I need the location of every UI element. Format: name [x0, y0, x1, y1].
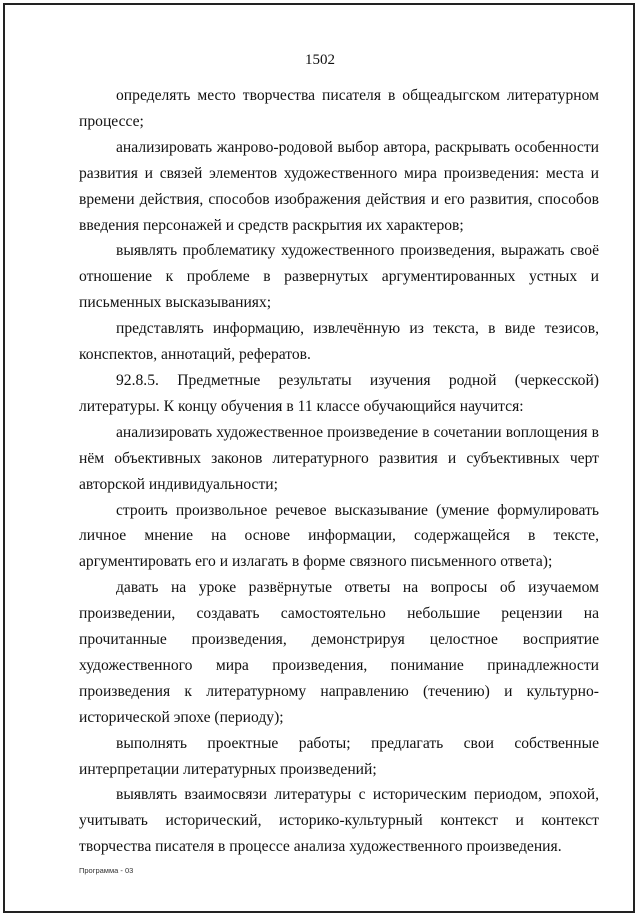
- page-number: 1502: [305, 52, 335, 68]
- paragraph: строить произвольное речевое высказывание (умение формулировать личное мнение на основе информации, содержащейся в тексте, аргументировать его и излагать в форме связного письменного ответа);: [79, 501, 599, 571]
- paragraph: анализировать художественное произведение в сочетании воплощения в нём объективных законов литературного развития и субъективных черт авторской индивидуальности;: [79, 423, 599, 493]
- paragraph: выполнять проектные работы; предлагать свои собственные интерпретации литературных произведений;: [79, 734, 599, 778]
- paragraph: выявлять проблематику художественного произведения, выражать своё отношение к проблеме в развернутых аргументированных устных и письменных высказываниях;: [79, 242, 599, 312]
- paragraph: давать на уроке развёрнутые ответы на вопросы об изучаемом произведении, создавать самостоятельно небольшие рецензии на прочитанные произведения, демонстрируя целостное восприятие художественного мира произведения, понимание принадлежности произведения к литературному направлению (течению) и культурно-исторической эпохе (периоду);: [79, 579, 599, 726]
- paragraph: 92.8.5. Предметные результаты изучения родной (черкесской) литературы. К концу обучения в 11 классе обучающийся научится:: [79, 371, 599, 415]
- paragraph: анализировать жанрово-родовой выбор автора, раскрывать особенности развития и связей элементов художественного мира произведения: места и времени действия, способов изображения действия и его развития, способов введения персонажей и средств раскрытия их характеров;: [79, 138, 599, 234]
- paragraph: выявлять взаимосвязи литературы с историческим периодом, эпохой, учитывать исторический, историко-культурный контекст и контекст творчества писателя в процессе анализа художественного произведения.: [79, 786, 599, 856]
- footer-label: Программа - 03: [79, 866, 134, 875]
- document-body: [79, 83, 599, 860]
- paragraph: определять место творчества писателя в общеадыгском литературном процессе;: [79, 87, 599, 130]
- paragraph: представлять информацию, извлечённую из текста, в виде тезисов, конспектов, аннотаций, рефератов.: [79, 320, 599, 364]
